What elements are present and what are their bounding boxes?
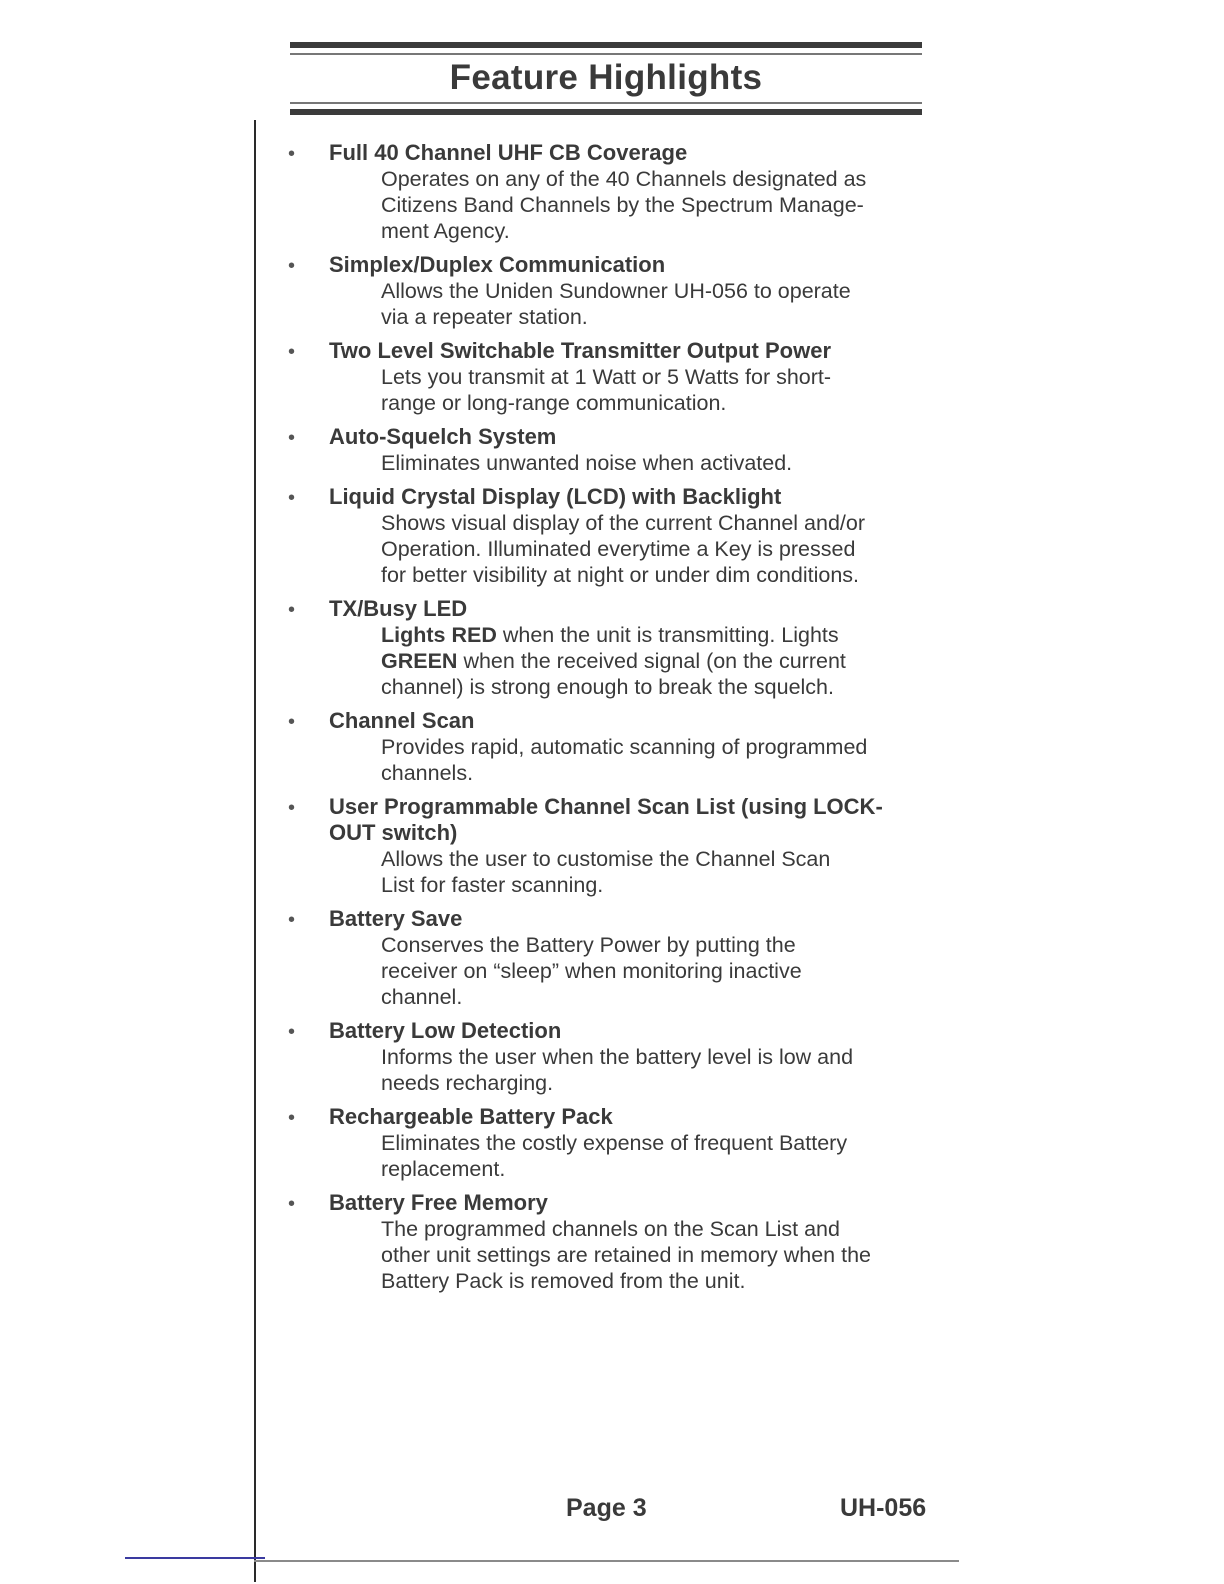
feature-list: [288, 140, 928, 1302]
bullet-icon: •: [288, 1193, 296, 1215]
description-line: Lets you transmit at 1 Watt or 5 Watts for short-: [381, 365, 832, 389]
feature-description: [381, 166, 928, 244]
feature-item: [288, 794, 928, 898]
page-left-border: [254, 120, 256, 1582]
header-top-rule: [290, 42, 922, 48]
feature-item: [288, 1104, 928, 1182]
description-line: Informs the user when the battery level is low and: [381, 1045, 854, 1069]
description-text: when the received signal (on the current: [457, 649, 846, 673]
feature-description: [381, 932, 928, 1010]
feature-item: [288, 1190, 928, 1294]
feature-title: Simplex/Duplex Communication: [329, 252, 666, 277]
feature-title: TX/Busy LED: [329, 596, 468, 621]
description-text: when the unit is transmitting. Lights: [496, 623, 839, 647]
feature-description: [381, 364, 928, 416]
description-line: channels.: [381, 761, 474, 785]
feature-item: [288, 596, 928, 700]
description-line: List for faster scanning.: [381, 873, 604, 897]
description-line: Allows the user to customise the Channel Scan: [381, 847, 831, 871]
description-line: needs recharging.: [381, 1071, 554, 1095]
feature-item: [288, 338, 928, 416]
feature-description: [381, 278, 928, 330]
feature-title: Liquid Crystal Display (LCD) with Backlight: [329, 484, 782, 509]
description-line: replacement.: [381, 1157, 506, 1181]
description-line: channel.: [381, 985, 463, 1009]
bullet-icon: •: [288, 143, 296, 165]
page-number: Page 3: [566, 1494, 647, 1522]
feature-item: [288, 140, 928, 244]
section-header: [290, 42, 922, 120]
page-title: Feature Highlights: [449, 58, 763, 97]
feature-title: Battery Low Detection: [329, 1018, 562, 1043]
led-red-label: Lights RED: [381, 623, 497, 647]
description-line: [381, 622, 928, 648]
description-line: Provides rapid, automatic scanning of programmed: [381, 735, 868, 759]
bullet-icon: •: [288, 427, 296, 449]
header-bottom-rule: [290, 109, 922, 115]
description-line: for better visibility at night or under dim conditions.: [381, 563, 860, 587]
bullet-icon: •: [288, 711, 296, 733]
description-line: receiver on “sleep” when monitoring inactive: [381, 959, 802, 983]
feature-description: [381, 846, 928, 898]
feature-description: [381, 1044, 928, 1096]
feature-description: [381, 450, 928, 476]
feature-title: [329, 794, 928, 846]
description-line: via a repeater station.: [381, 305, 588, 329]
feature-description: [381, 734, 928, 786]
model-number: UH-056: [840, 1494, 927, 1522]
description-line: Shows visual display of the current Channel and/or: [381, 511, 866, 535]
led-green-label: GREEN: [381, 649, 458, 673]
feature-item: [288, 252, 928, 330]
description-line: Operation. Illuminated everytime a Key is pressed: [381, 537, 856, 561]
feature-description: [381, 1130, 928, 1182]
feature-title: Channel Scan: [329, 708, 475, 733]
feature-item: [288, 484, 928, 588]
description-line: Allows the Uniden Sundowner UH-056 to operate: [381, 279, 851, 303]
feature-description: [381, 510, 928, 588]
page-corner-mark: [125, 1557, 265, 1559]
feature-title: Full 40 Channel UHF CB Coverage: [329, 140, 688, 165]
feature-description: [381, 622, 928, 700]
feature-item: [288, 1018, 928, 1096]
description-line: [381, 648, 928, 674]
bullet-icon: •: [288, 255, 296, 277]
description-line: ment Agency.: [381, 219, 510, 243]
bullet-icon: •: [288, 341, 296, 363]
bullet-icon: •: [288, 487, 296, 509]
header-top-thin-rule: [290, 53, 922, 55]
description-line: channel) is strong enough to break the squelch.: [381, 675, 834, 699]
feature-title-line: OUT switch): [329, 820, 458, 845]
feature-description: [381, 1216, 928, 1294]
feature-title: Battery Save: [329, 906, 463, 931]
feature-item: [288, 708, 928, 786]
feature-title-line: User Programmable Channel Scan List (using LOCK-: [329, 794, 883, 819]
bullet-icon: •: [288, 1021, 296, 1043]
description-line: other unit settings are retained in memory when the: [381, 1243, 871, 1267]
bullet-icon: •: [288, 599, 296, 621]
header-bottom-thin-rule: [290, 102, 922, 104]
description-line: Conserves the Battery Power by putting the: [381, 933, 796, 957]
bullet-icon: •: [288, 909, 296, 931]
bullet-icon: •: [288, 797, 296, 819]
feature-item: [288, 906, 928, 1010]
description-line: Eliminates unwanted noise when activated.: [381, 451, 793, 475]
description-line: The programmed channels on the Scan List and: [381, 1217, 840, 1241]
description-line: Operates on any of the 40 Channels designated as: [381, 167, 867, 191]
feature-title: Two Level Switchable Transmitter Output Power: [329, 338, 832, 363]
description-line: range or long-range communication.: [381, 391, 727, 415]
page-bottom-border: [254, 1560, 959, 1562]
description-line: Eliminates the costly expense of frequent Battery: [381, 1131, 848, 1155]
description-line: Citizens Band Channels by the Spectrum Manage-: [381, 193, 864, 217]
feature-title: Rechargeable Battery Pack: [329, 1104, 613, 1129]
bullet-icon: •: [288, 1107, 296, 1129]
description-line: Battery Pack is removed from the unit.: [381, 1269, 746, 1293]
feature-title: Battery Free Memory: [329, 1190, 548, 1215]
feature-item: [288, 424, 928, 476]
feature-title: Auto-Squelch System: [329, 424, 557, 449]
